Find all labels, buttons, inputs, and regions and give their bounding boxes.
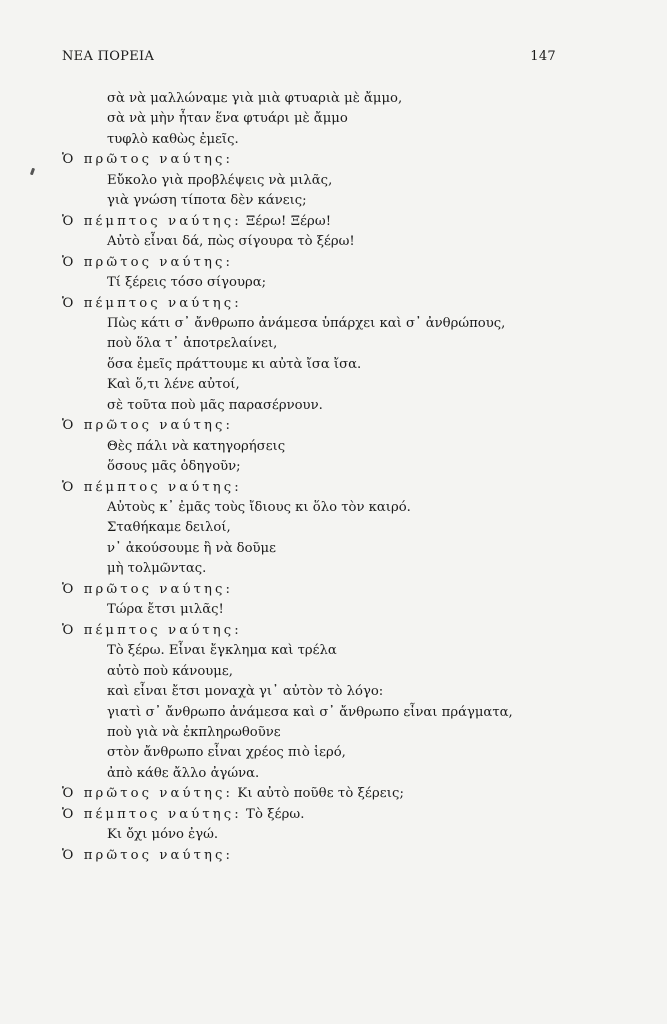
verse-text: ὅσους μᾶς ὁδηγοῦν; (107, 459, 241, 475)
verse-text: σὰ νὰ μαλλώναμε γιὰ μιὰ φτυαριὰ μὲ ἄμμο, (107, 91, 403, 106)
speaker-name: Ὁ πρῶτος ναύτης: (62, 847, 234, 863)
verse-text: στὸν ἄνθρωπο εἶναι χρέος πιὸ ἱερό, (107, 745, 346, 761)
verse-text: Σταθήκαμε δειλοί, (107, 520, 231, 536)
verse-text: μὴ τολμῶντας. (107, 561, 207, 577)
speaker-name: Ὁ πρῶτος ναύτης: (62, 418, 234, 434)
verse-text: καὶ εἶναι ἔτσι μοναχὰ γι᾽ αὐτὸν τὸ λόγο: (107, 684, 384, 700)
verse-text: Πὼς κάτι σ᾽ ἄνθρωπο ἀνάμεσα ὑπάρχει καὶ σ᾽ ἀνθρώπους, (107, 315, 506, 331)
verse-text: Θὲς πάλι νὰ κατηγορήσεις (107, 438, 286, 454)
verse-text: Αὐτὸ εἶναι δά, πὼς σίγουρα τὸ ξέρω! (107, 234, 355, 250)
verse-text: γιὰ γνώση τίποτα δὲν κάνεις; (107, 193, 307, 209)
speaker-inline-verse: Ξέρω! Ξέρω! (241, 213, 332, 229)
speaker-name: Ὁ πρῶτος ναύτης: (62, 254, 234, 270)
verse-text: σὰ νὰ μὴν ἦταν ἕνα φτυάρι μὲ ἄμμο (107, 111, 348, 127)
speaker-inline-verse: Κι αὐτὸ ποῦθε τὸ ξέρεις; (233, 786, 405, 802)
running-title: ΝΕΑ ΠΟΡΕΙΑ (62, 49, 155, 64)
running-head (62, 49, 556, 69)
verse-text: ἀπὸ κάθε ἄλλο ἀγώνα. (107, 765, 260, 781)
verse-text: ὅσα ἐμεῖς πράττουμε κι αὐτὰ ἴσα ἴσα. (107, 356, 362, 372)
speaker-name: Ὁ πέμπτος ναύτης: (62, 806, 242, 822)
verse-text: γιατὶ σ᾽ ἄνθρωπο ἀνάμεσα καὶ σ᾽ ἄνθρωπο εἶναι πράγματα, (107, 704, 513, 720)
verse-text: ποὺ ὅλα τ᾽ ἀποτρελαίνει, (107, 336, 278, 352)
verse-text: Καὶ ὅ,τι λένε αὐτοί, (107, 377, 240, 393)
verse-text: Αὐτοὺς κ᾽ ἐμᾶς τοὺς ἴδιους κι ὅλο τὸν καιρό. (107, 500, 411, 515)
speaker-name: Ὁ πρῶτος ναύτης: (62, 581, 234, 597)
verse-text: Εὔκολο γιὰ προβλέψεις νὰ μιλᾶς, (107, 172, 333, 188)
margin-mark (30, 168, 35, 176)
verse-text: σὲ τοῦτα ποὺ μᾶς παρασέρνουν. (107, 397, 323, 413)
verse-text: ν᾽ ἀκούσουμε ἢ νὰ δοῦμε (107, 540, 276, 556)
speaker-name: Ὁ πρῶτος ναύτης: (62, 786, 234, 802)
speaker-name: Ὁ πέμπτος ναύτης: (62, 479, 242, 495)
verse-text: Τώρα ἔτσι μιλᾶς! (107, 602, 224, 618)
speaker-name: Ὁ πέμπτος ναύτης: (62, 295, 242, 311)
speaker-name: Ὁ πέμπτος ναύτης: (62, 213, 242, 229)
verse-text: Τί ξέρεις τόσο σίγουρα; (107, 275, 267, 291)
speaker-name: Ὁ πρῶτος ναύτης: (62, 152, 234, 168)
speaker-name: Ὁ πέμπτος ναύτης: (62, 622, 242, 638)
verse-text: ποὺ γιὰ νὰ ἐκπληρωθοῦνε (107, 724, 281, 740)
verse-text: τυφλὸ καθὼς ἐμεῖς. (107, 131, 239, 147)
verse-text: Τὸ ξέρω. Εἶναι ἔγκλημα καὶ τρέλα (107, 643, 337, 659)
page-number: 147 (530, 49, 556, 64)
verse-text: αὐτὸ ποὺ κάνουμε, (107, 663, 233, 679)
speaker-inline-verse: Τὸ ξέρω. (241, 806, 305, 822)
verse-text: Κι ὄχι μόνο ἐγώ. (107, 827, 219, 843)
